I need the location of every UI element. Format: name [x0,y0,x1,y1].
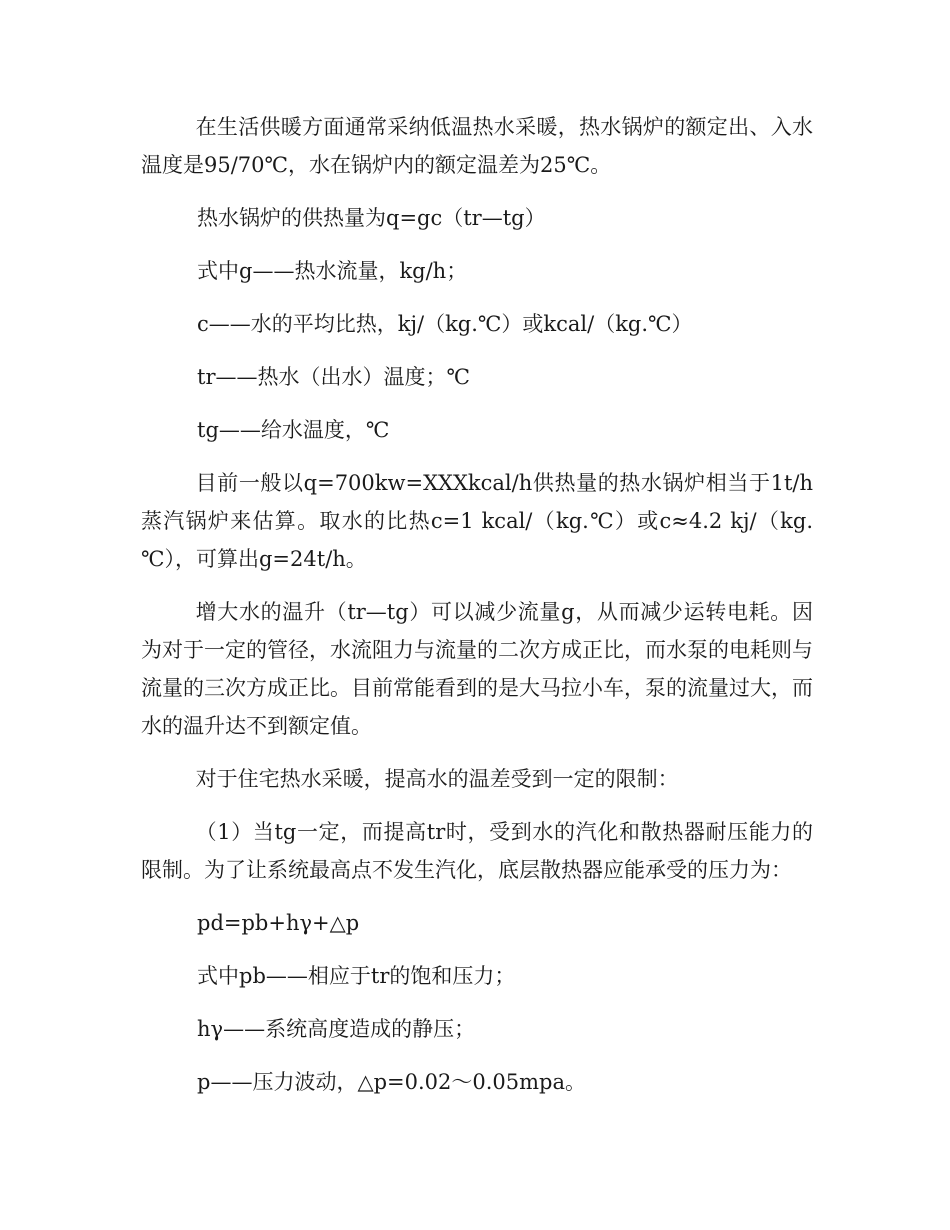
definition-feed-temp: tg——给水温度，℃ [197,418,390,442]
paragraph-residential-limit: 对于住宅热水采暖，提高水的温差受到一定的限制： [195,767,679,791]
paragraph-estimate: 目前一般以q=700kw=XXXkcal/h供热量的热水锅炉相当于1t/h蒸汽锅炉来估算。取水的比热c=1 kcal/（kg.℃）或c≈4.2 kj/（kg.℃），可算出g=24t/h。 [141,471,813,571]
document-body [141,108,813,1101]
paragraph-temperature-rise: 增大水的温升（tr—tg）可以减少流量g，从而减少运转电耗。因为对于一定的管径，水流阻力与流量的二次方成正比，而水泵的电耗则与流量的三次方成正比。目前常能看到的是大马拉小车，泵的流量过大，而水的温升达不到额定值。 [141,600,813,738]
definition-pressure-fluctuation: p——压力波动，△p=0.02～0.05mpa。 [197,1070,587,1094]
definition-outlet-temp: tr——热水（出水）温度；℃ [197,365,470,389]
paragraph-condition-1: （1）当tg一定，而提高tr时，受到水的汽化和散热器耐压能力的限制。为了让系统最高点不发生汽化，底层散热器应能承受的压力为： [141,820,813,882]
paragraph-hot-water-heating: 在生活供暖方面通常采纳低温热水采暖，热水锅炉的额定出、入水温度是95/70℃，水在锅炉内的额定温差为25℃。 [141,115,813,177]
definition-static-pressure: hγ——系统高度造成的静压； [197,1017,476,1041]
formula-pressure: pd=pb+hγ+△p [197,911,360,935]
definition-saturation-pressure: 式中pb——相应于tr的饱和压力； [197,964,516,988]
definition-flow: 式中g——热水流量，kg/h； [197,259,468,283]
definition-specific-heat: c——水的平均比热，kj/（kg.℃）或kcal/（kg.℃） [197,312,693,336]
formula-heat-supply: 热水锅炉的供热量为q=gc（tr—tg） [197,206,546,230]
